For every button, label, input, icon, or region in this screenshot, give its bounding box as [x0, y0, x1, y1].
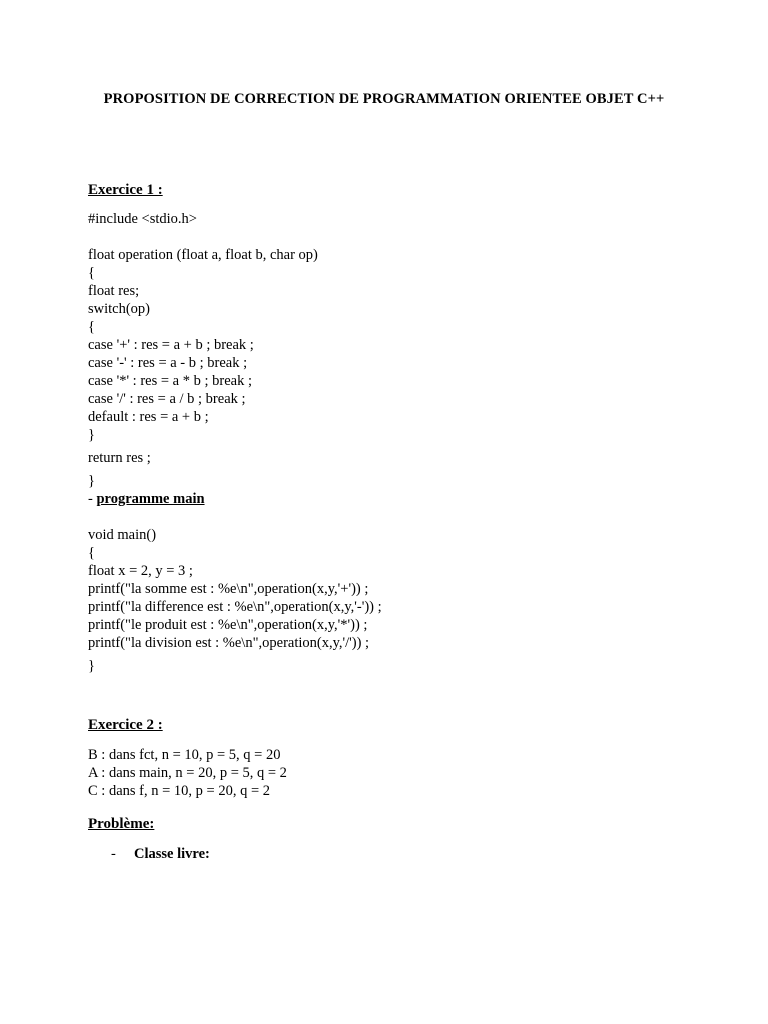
include-line: #include <stdio.h> [88, 211, 197, 227]
answer-line: B : dans fct, n = 10, p = 5, q = 20 [88, 747, 281, 763]
probleme-heading: Problème: [88, 816, 155, 832]
code-line: printf("le produit est : %e\n",operation(x,y,'*')) ; [88, 617, 368, 633]
programme-main-prefix: - [88, 491, 97, 507]
bullet-marker: - [111, 846, 116, 862]
operation-function-code [88, 246, 318, 444]
code-line: default : res = a + b ; [88, 409, 209, 425]
answer-line: C : dans f, n = 10, p = 20, q = 2 [88, 783, 271, 799]
answer-line: A : dans main, n = 20, p = 5, q = 2 [88, 765, 287, 781]
programme-main-label: programme main [96, 491, 205, 507]
code-line: { [88, 265, 95, 281]
exercice-2-heading: Exercice 2 : [88, 717, 163, 733]
code-line: float res; [88, 283, 140, 299]
exercice-1-heading: Exercice 1 : [88, 182, 163, 198]
page-title: PROPOSITION DE CORRECTION DE PROGRAMMATION ORIENTEE OBJET C++ [103, 91, 665, 107]
classe-livre-label: Classe livre: [134, 846, 210, 862]
code-line: switch(op) [88, 301, 151, 317]
code-line: { [88, 545, 95, 561]
code-line: void main() [88, 527, 157, 543]
code-line: case '-' : res = a - b ; break ; [88, 355, 248, 371]
code-line: printf("la somme est : %e\n",operation(x,y,'+')) ; [88, 581, 369, 597]
code-line: case '/' : res = a / b ; break ; [88, 391, 246, 407]
programme-main-heading [88, 491, 205, 508]
code-line: float operation (float a, float b, char op) [88, 247, 318, 263]
code-line: } [88, 427, 95, 443]
code-line: case '*' : res = a * b ; break ; [88, 373, 252, 389]
code-line: printf("la difference est : %e\n",operation(x,y,'-')) ; [88, 599, 382, 615]
return-line: return res ; [88, 450, 151, 466]
exercice-2-answers [88, 746, 287, 800]
main-closing-brace: } [88, 658, 95, 674]
closing-brace: } [88, 473, 95, 489]
code-line: { [88, 319, 95, 335]
code-line: printf("la division est : %e\n",operation(x,y,'/')) ; [88, 635, 370, 651]
code-line: float x = 2, y = 3 ; [88, 563, 193, 579]
main-function-code [88, 526, 382, 652]
code-line: case '+' : res = a + b ; break ; [88, 337, 254, 353]
